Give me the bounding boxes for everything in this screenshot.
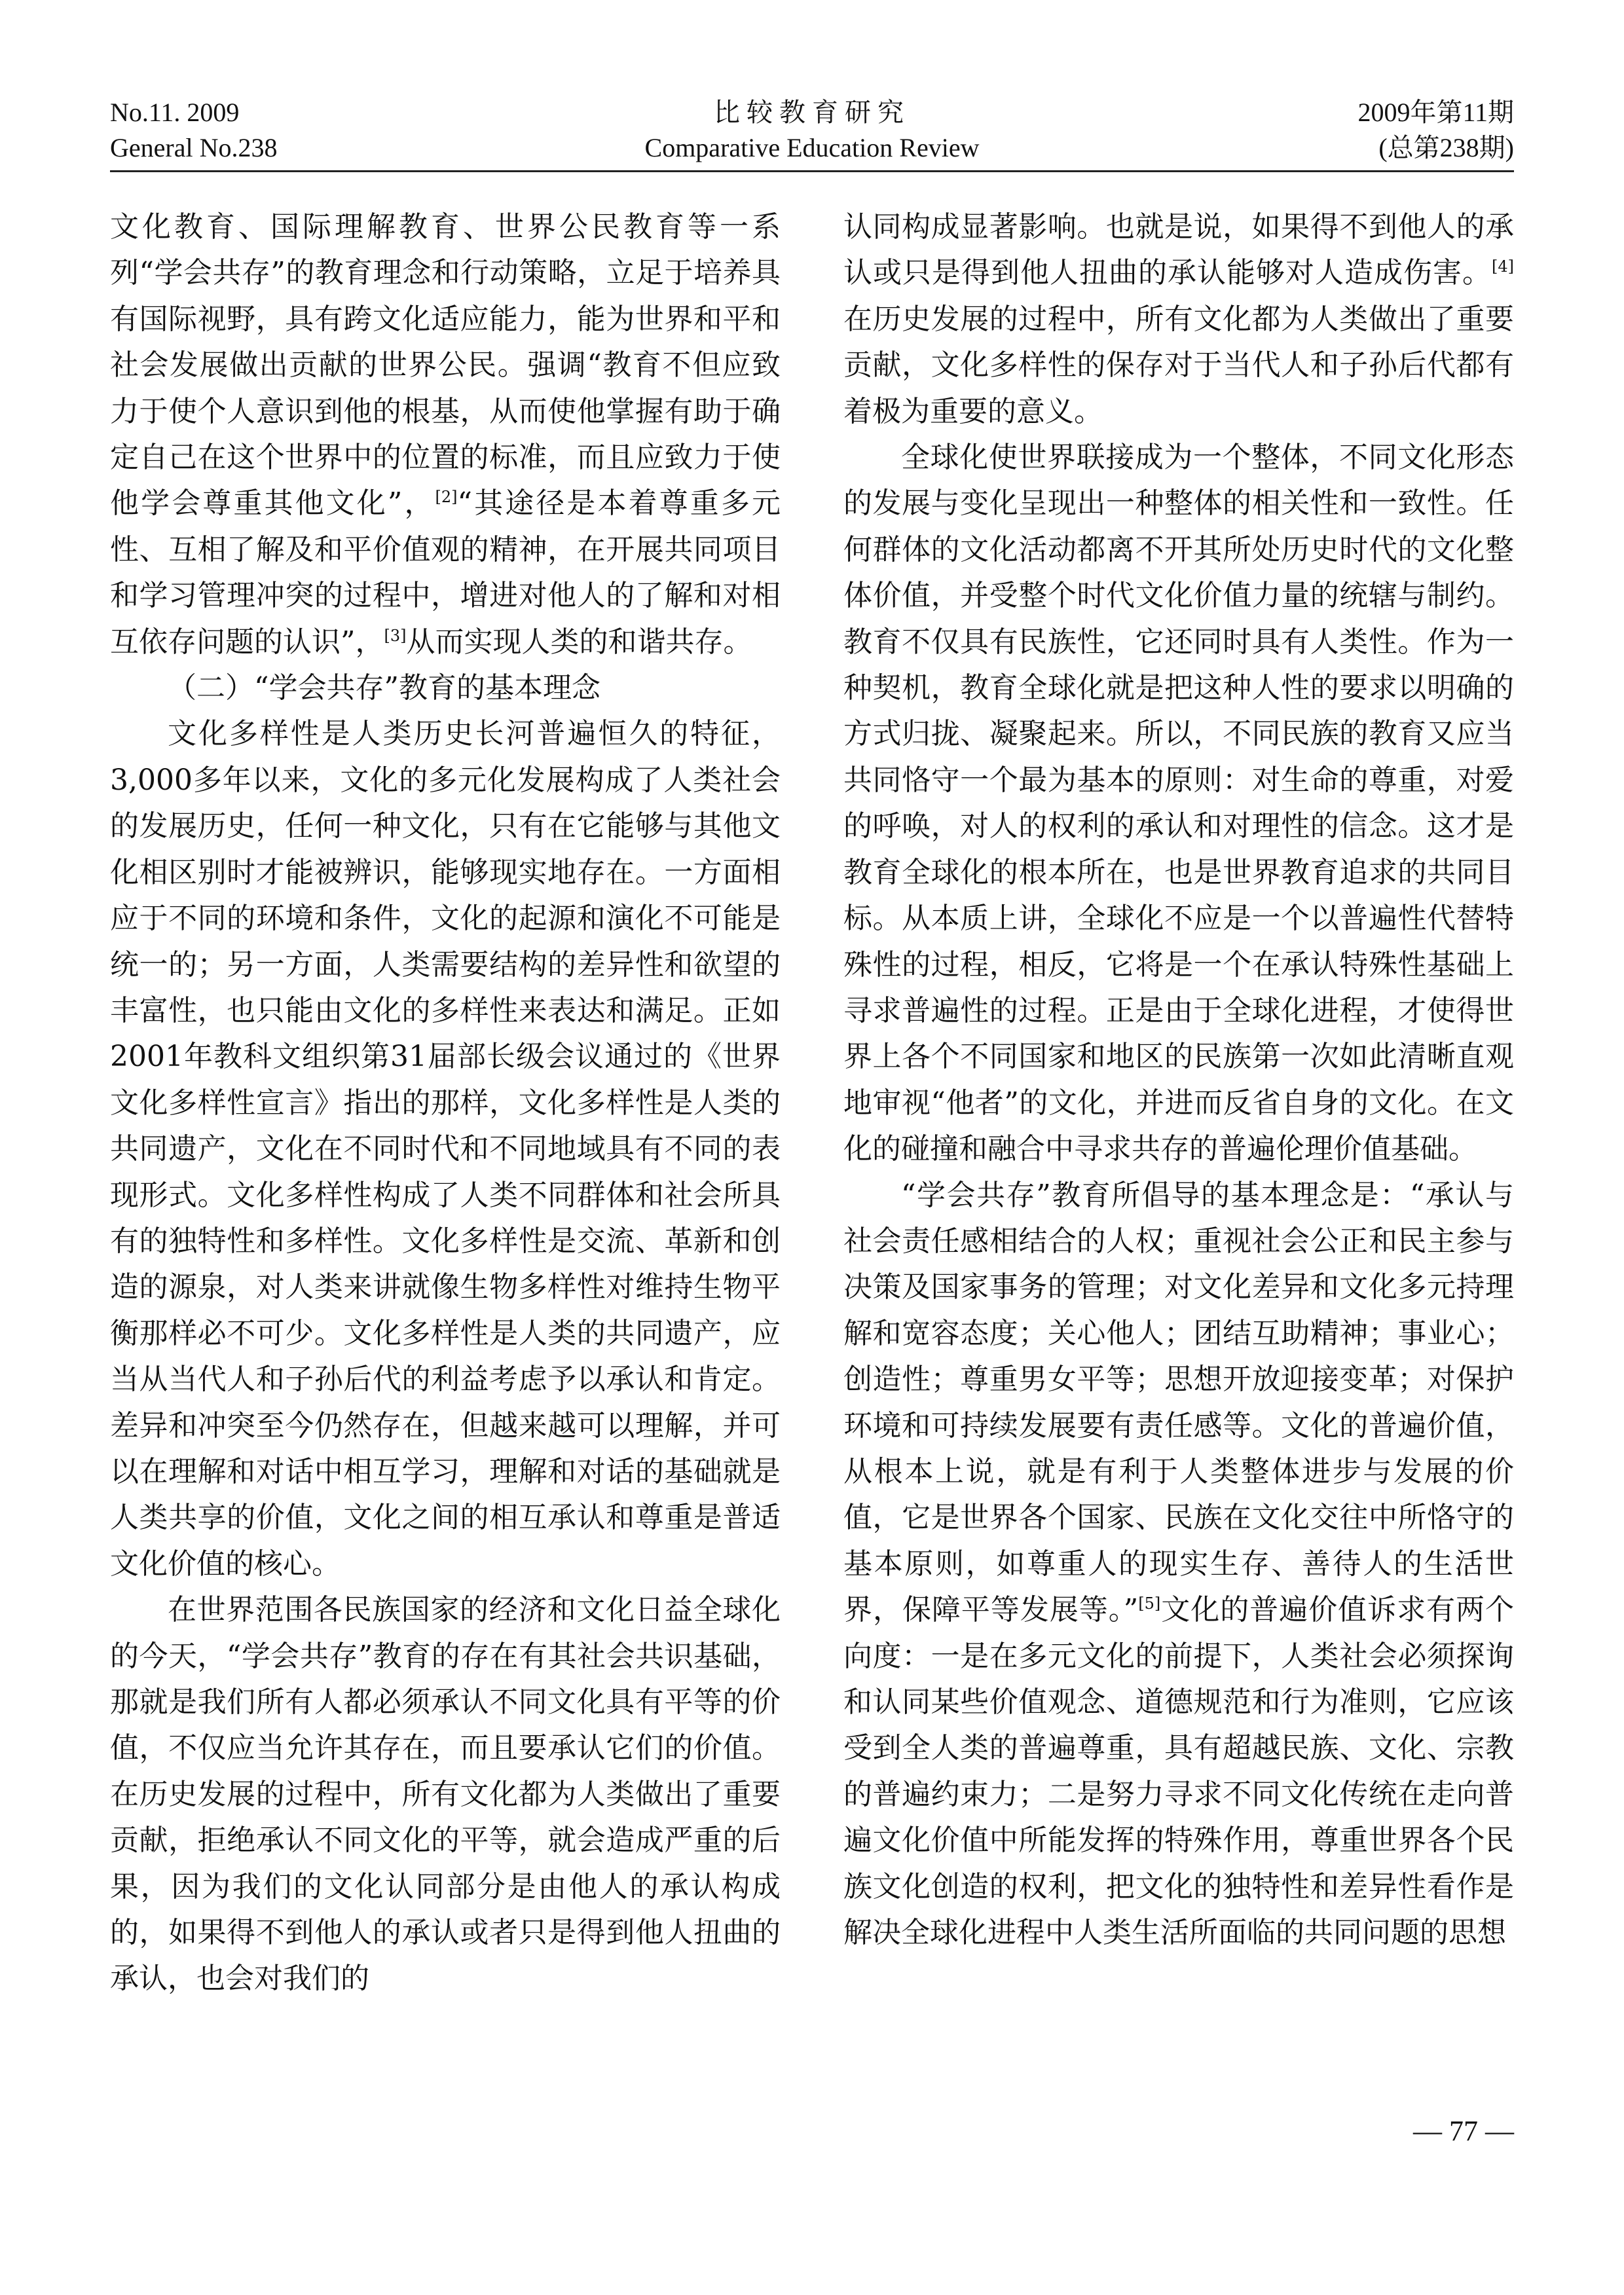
text-run: 从而实现人类的和谐共存。 — [406, 625, 752, 659]
text-run: 文化教育、国际理解教育、世界公民教育等一系列“学会共存”的教育理念和行动策略，立足于培养具有国际视野，具有跨文化适应能力，能为世界和平和社会发展做出贡献的世界公民。强调“教育不但应致力于使个人意识到他的根基，从而使他掌握有助于确定自己在这个世界中的位置的标准，而且应致力于使他学会尊重其他文化”， — [110, 210, 781, 521]
paragraph: 全球化使世界联接成为一个整体，不同文化形态的发展与变化呈现出一种整体的相关性和一致性。任何群体的文化活动都离不开其所处历史时代的文化整体价值，并受整个时代文化价值力量的统辖与制约。教育不仅具有民族性，它还同时具有人类性。作为一种契机，教育全球化就是把这种人性的要求以明确的方式归拢、凝聚起来。所以，不同民族的教育又应当共同恪守一个最为基本的原则：对生命的尊重，对爱的呼唤，对人的权利的承认和对理性的信念。这才是教育全球化的根本所在，也是世界教育追求的共同目标。从本质上讲，全球化不应是一个以普遍性代替特殊性的过程，相反，它将是一个在承认特殊性基础上寻求普遍性的过程。正是由于全球化进程，才使得世界上各个不同国家和地区的民族第一次如此清晰直观地审视“他者”的文化，并进而反省自身的文化。在文化的碰撞和融合中寻求共存的普遍伦理价值基础。 — [843, 441, 1514, 1166]
general-issue-chinese: (总第238期) — [1378, 133, 1514, 162]
text-run: 文化的普遍价值诉求有两个向度：一是在多元文化的前提下，人类社会必须探询和认同某些价值观念、道德规范和行为准则，它应该受到全人类的普遍尊重，具有超越民族、文化、宗教的普遍约束力；二是努力寻求不同文化传统在走向普遍文化价值中所能发挥的特殊作用，尊重世界各个民族文化创造的权利，把文化的独特性和差异性看作是解决全球化进程中人类生活所面临的共同问题的思想 — [843, 1593, 1515, 1950]
journal-title-chinese: 比较教育研究 — [714, 98, 910, 127]
issue-chinese: 2009年第11期 — [1357, 98, 1514, 127]
paragraph: 文化多样性是人类历史长河普遍恒久的特征，3,000多年以来，文化的多元化发展构成了人类社会的发展历史，任何一种文化，只有在它能够与其他文化相区别时才能被辨识，能够现实地存在。一方面相应于不同的环境和条件，文化的起源和演化不可能是统一的；另一方面，人类需要结构的差异性和欲望的丰富性，也只能由文化的多样性来表达和满足。正如2001年教科文组织第31届部长级会议通过的《世界文化多样性宣言》指出的那样，文化多样性是人类的共同遗产，文化在不同时代和不同地域具有不同的表现形式。文化多样性构成了人类不同群体和社会所具有的独特性和多样性。文化多样性是交流、革新和创造的源泉，对人类来讲就像生物多样性对维持生物平衡那样必不可少。文化多样性是人类的共同遗产，应当从当代人和子孙后代的利益考虑予以承认和肯定。差异和冲突至今仍然存在，但越来越可以理解，并可以在理解和对话中相互学习，理解和对话的基础就是人类共享的价值，文化之间的相互承认和尊重是普适文化价值的核心。 — [110, 717, 781, 1581]
citation-ref: [4] — [1492, 257, 1514, 276]
journal-general-number: General No.238 — [110, 133, 278, 162]
text-run: 在历史发展的过程中，所有文化都为人类做出了重要贡献，文化多样性的保存对于当代人和子孙后代都有着极为重要的意义。 — [843, 302, 1514, 428]
running-header — [110, 95, 1514, 167]
header-right — [1357, 95, 1514, 166]
text-run: “学会共存”教育所倡导的基本理念是：“承认与社会责任感相结合的人权；重视社会公正和民主参与决策及国家事务的管理；对文化差异和文化多元持理解和宽容态度；关心他人；团结互助精神；事业心；创造性；尊重男女平等；思想开放迎接变革；对保护环境和可持续发展要有责任感等。文化的普遍价值，从根本上说，就是有利于人类整体进步与发展的价值，它是世界各个国家、民族在文化交往中所恪守的基本原则，如尊重人的现实生存、善待人的生活世界，保障平等发展等。” — [843, 1178, 1514, 1627]
journal-issue: No.11. 2009 — [110, 98, 240, 127]
paragraph — [110, 204, 781, 665]
left-column — [110, 204, 781, 2002]
section-heading: （二）“学会共存”教育的基本理念 — [168, 671, 600, 705]
text-run: 认同构成显著影响。也就是说，如果得不到他人的承认或只是得到他人扭曲的承认能够对人造成伤害。 — [843, 210, 1514, 290]
paragraph — [843, 204, 1514, 435]
text-run: “其途径是本着尊重多元性、互相了解及和平价值观的精神，在开展共同项目和学习管理冲突的过程中，增进对他人的了解和对相互依存问题的认识”， — [110, 487, 781, 659]
paragraph: 在世界范围各民族国家的经济和文化日益全球化的今天，“学会共存”教育的存在有其社会共识基础，那就是我们所有人都必须承认不同文化具有平等的价值，不仅应当允许其存在，而且要承认它们的价值。在历史发展的过程中，所有文化都为人类做出了重要贡献，拒绝承认不同文化的平等，就会造成严重的后果，因为我们的文化认同部分是由他人的承认构成的，如果得不到他人的承认或者只是得到他人扭曲的承认，也会对我们的 — [110, 1593, 781, 1996]
right-column — [843, 204, 1514, 1956]
header-center — [110, 95, 1514, 166]
page-number: — 77 — — [1413, 2115, 1514, 2147]
paragraph — [843, 1173, 1514, 1956]
journal-title-english: Comparative Education Review — [644, 133, 980, 162]
citation-ref: [5] — [1138, 1594, 1161, 1613]
citation-ref: [2] — [435, 488, 458, 507]
header-rule — [110, 170, 1514, 172]
citation-ref: [3] — [384, 626, 407, 645]
